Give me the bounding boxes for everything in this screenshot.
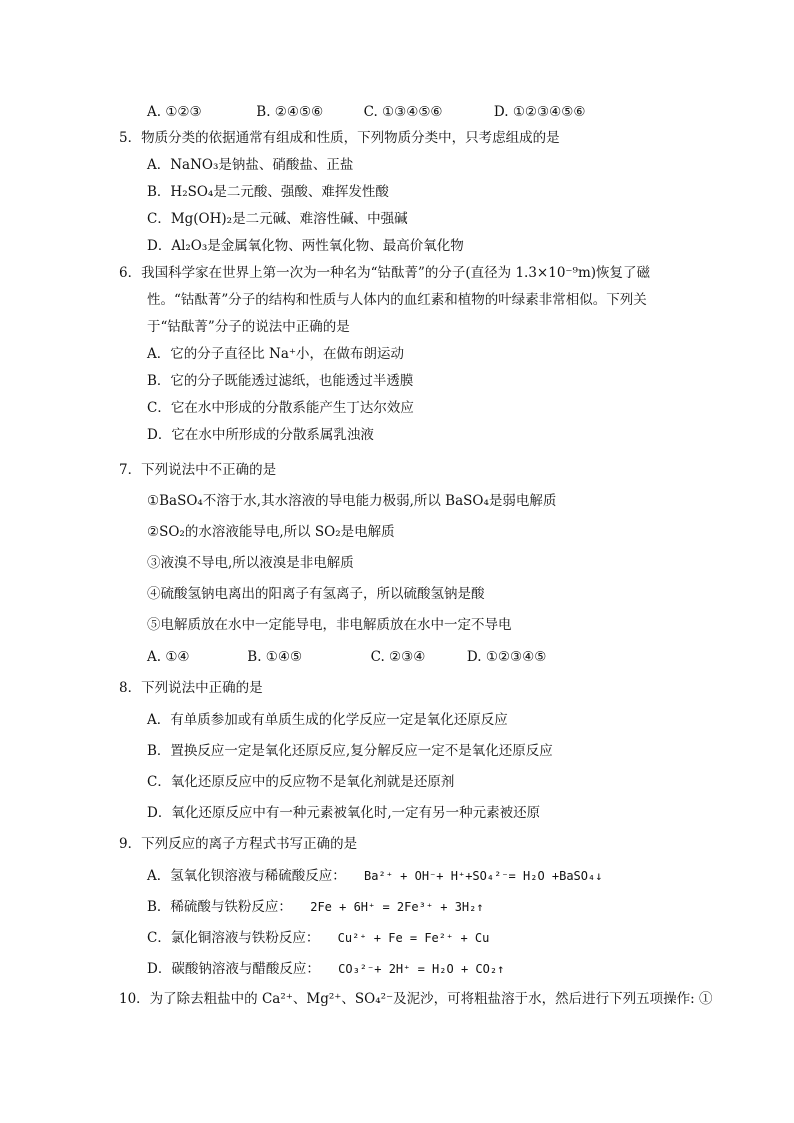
- q9-stem: 9．下列反应的离子方程式书写正确的是: [119, 836, 358, 852]
- q9-option-b-label: B．稀硫酸与铁粉反应：: [147, 899, 292, 915]
- q6-option-a: A．它的分子直径比 Na⁺小，在做布朗运动: [147, 346, 405, 362]
- q4-option-a: A. ①②③: [147, 104, 202, 120]
- q9-option-c: [147, 929, 489, 947]
- q7-options: [147, 648, 546, 666]
- q9-option-d-label: D．碳酸钠溶液与醋酸反应：: [147, 961, 320, 977]
- q6-option-d: D．它在水中所形成的分散系属乳浊液: [147, 427, 374, 443]
- q6-stem-line3: 于“钴酞菁”分子的说法中正确的是: [147, 319, 350, 335]
- q10-stem: 10．为了除去粗盐中的 Ca²⁺、Mg²⁺、SO₄²⁻及泥沙，可将粗盐溶于水，然后进行下列五项操作: ①: [119, 991, 713, 1007]
- q6-option-c: C．它在水中形成的分散系能产生丁达尔效应: [147, 400, 414, 416]
- q5-option-d: D．Al₂O₃是金属氧化物、两性氧化物、最高价氧化物: [147, 238, 464, 254]
- q4-option-d: D. ①②③④⑤⑥: [493, 104, 586, 120]
- q8-option-a: A．有单质参加或有单质生成的化学反应一定是氧化还原反应: [147, 712, 508, 728]
- q6-stem-line2: 性。“钴酞菁”分子的结构和性质与人体内的血红素和植物的叶绿素非常相似。下列关: [147, 292, 647, 308]
- q9-option-d-equation: CO₃²⁻+ 2H⁺ = H₂O + CO₂↑: [338, 962, 505, 976]
- q5-option-b: B．H₂SO₄是二元酸、强酸、难挥发性酸: [147, 184, 389, 200]
- q4-option-c: C. ①③④⑤⑥: [363, 104, 443, 120]
- q7-option-a: A. ①④: [147, 649, 190, 665]
- q7-statement-5: ⑤电解质放在水中一定能导电，非电解质放在水中一定不导电: [147, 617, 512, 633]
- q9-option-b-equation: 2Fe + 6H⁺ = 2Fe³⁺ + 3H₂↑: [310, 900, 484, 914]
- q9-option-b: [147, 898, 484, 916]
- q9-option-c-label: C．氯化铜溶液与铁粉反应：: [147, 930, 320, 946]
- q8-option-b: B．置换反应一定是氧化还原反应,复分解反应一定不是氧化还原反应: [147, 743, 553, 759]
- q5-option-a: A．NaNO₃是钠盐、硝酸盐、正盐: [147, 157, 354, 173]
- q6-option-b: B．它的分子既能透过滤纸，也能透过半透膜: [147, 373, 414, 389]
- q5-option-c: C．Mg(OH)₂是二元碱、难溶性碱、中强碱: [147, 211, 408, 227]
- q8-option-c: C．氧化还原反应中的反应物不是氧化剂就是还原剂: [147, 774, 455, 790]
- q7-option-c: C. ②③④: [370, 649, 426, 665]
- q5-stem: 5．物质分类的依据通常有组成和性质，下列物质分类中，只考虑组成的是: [119, 130, 560, 146]
- q7-statement-4: ④硫酸氢钠电离出的阳离子有氢离子，所以硫酸氢钠是酸: [147, 586, 485, 602]
- q9-option-d: [147, 960, 504, 978]
- q8-stem: 8．下列说法中正确的是: [119, 680, 263, 696]
- q7-option-d: D. ①②③④⑤: [466, 649, 547, 665]
- q7-statement-2: ②SO₂的水溶液能导电,所以 SO₂是电解质: [147, 524, 395, 540]
- q7-stem: 7．下列说法中不正确的是: [119, 462, 277, 478]
- q9-option-c-equation: Cu²⁺ + Fe = Fe²⁺ + Cu: [337, 931, 490, 945]
- q4-options: [147, 103, 585, 121]
- q9-option-a: [147, 867, 602, 885]
- q6-stem-line1: 6．我国科学家在世界上第一次为一种名为“钴酞菁”的分子(直径为 1.3×10⁻⁹m)恢复了磁: [119, 265, 651, 281]
- q7-statement-1: ①BaSO₄不溶于水,其水溶液的导电能力极弱,所以 BaSO₄是弱电解质: [147, 493, 557, 509]
- q9-option-a-equation: Ba²⁺ + OH⁻+ H⁺+SO₄²⁻= H₂O +BaSO₄↓: [364, 869, 603, 883]
- q7-statement-3: ③液溴不导电,所以液溴是非电解质: [147, 555, 354, 571]
- q8-option-d: D．氧化还原反应中有一种元素被氧化时,一定有另一种元素被还原: [147, 805, 541, 821]
- q4-option-b: B. ②④⑤⑥: [256, 104, 324, 120]
- q9-option-a-label: A．氢氧化钡溶液与稀硫酸反应：: [147, 868, 346, 884]
- q7-option-b: B. ①④⑤: [247, 649, 303, 665]
